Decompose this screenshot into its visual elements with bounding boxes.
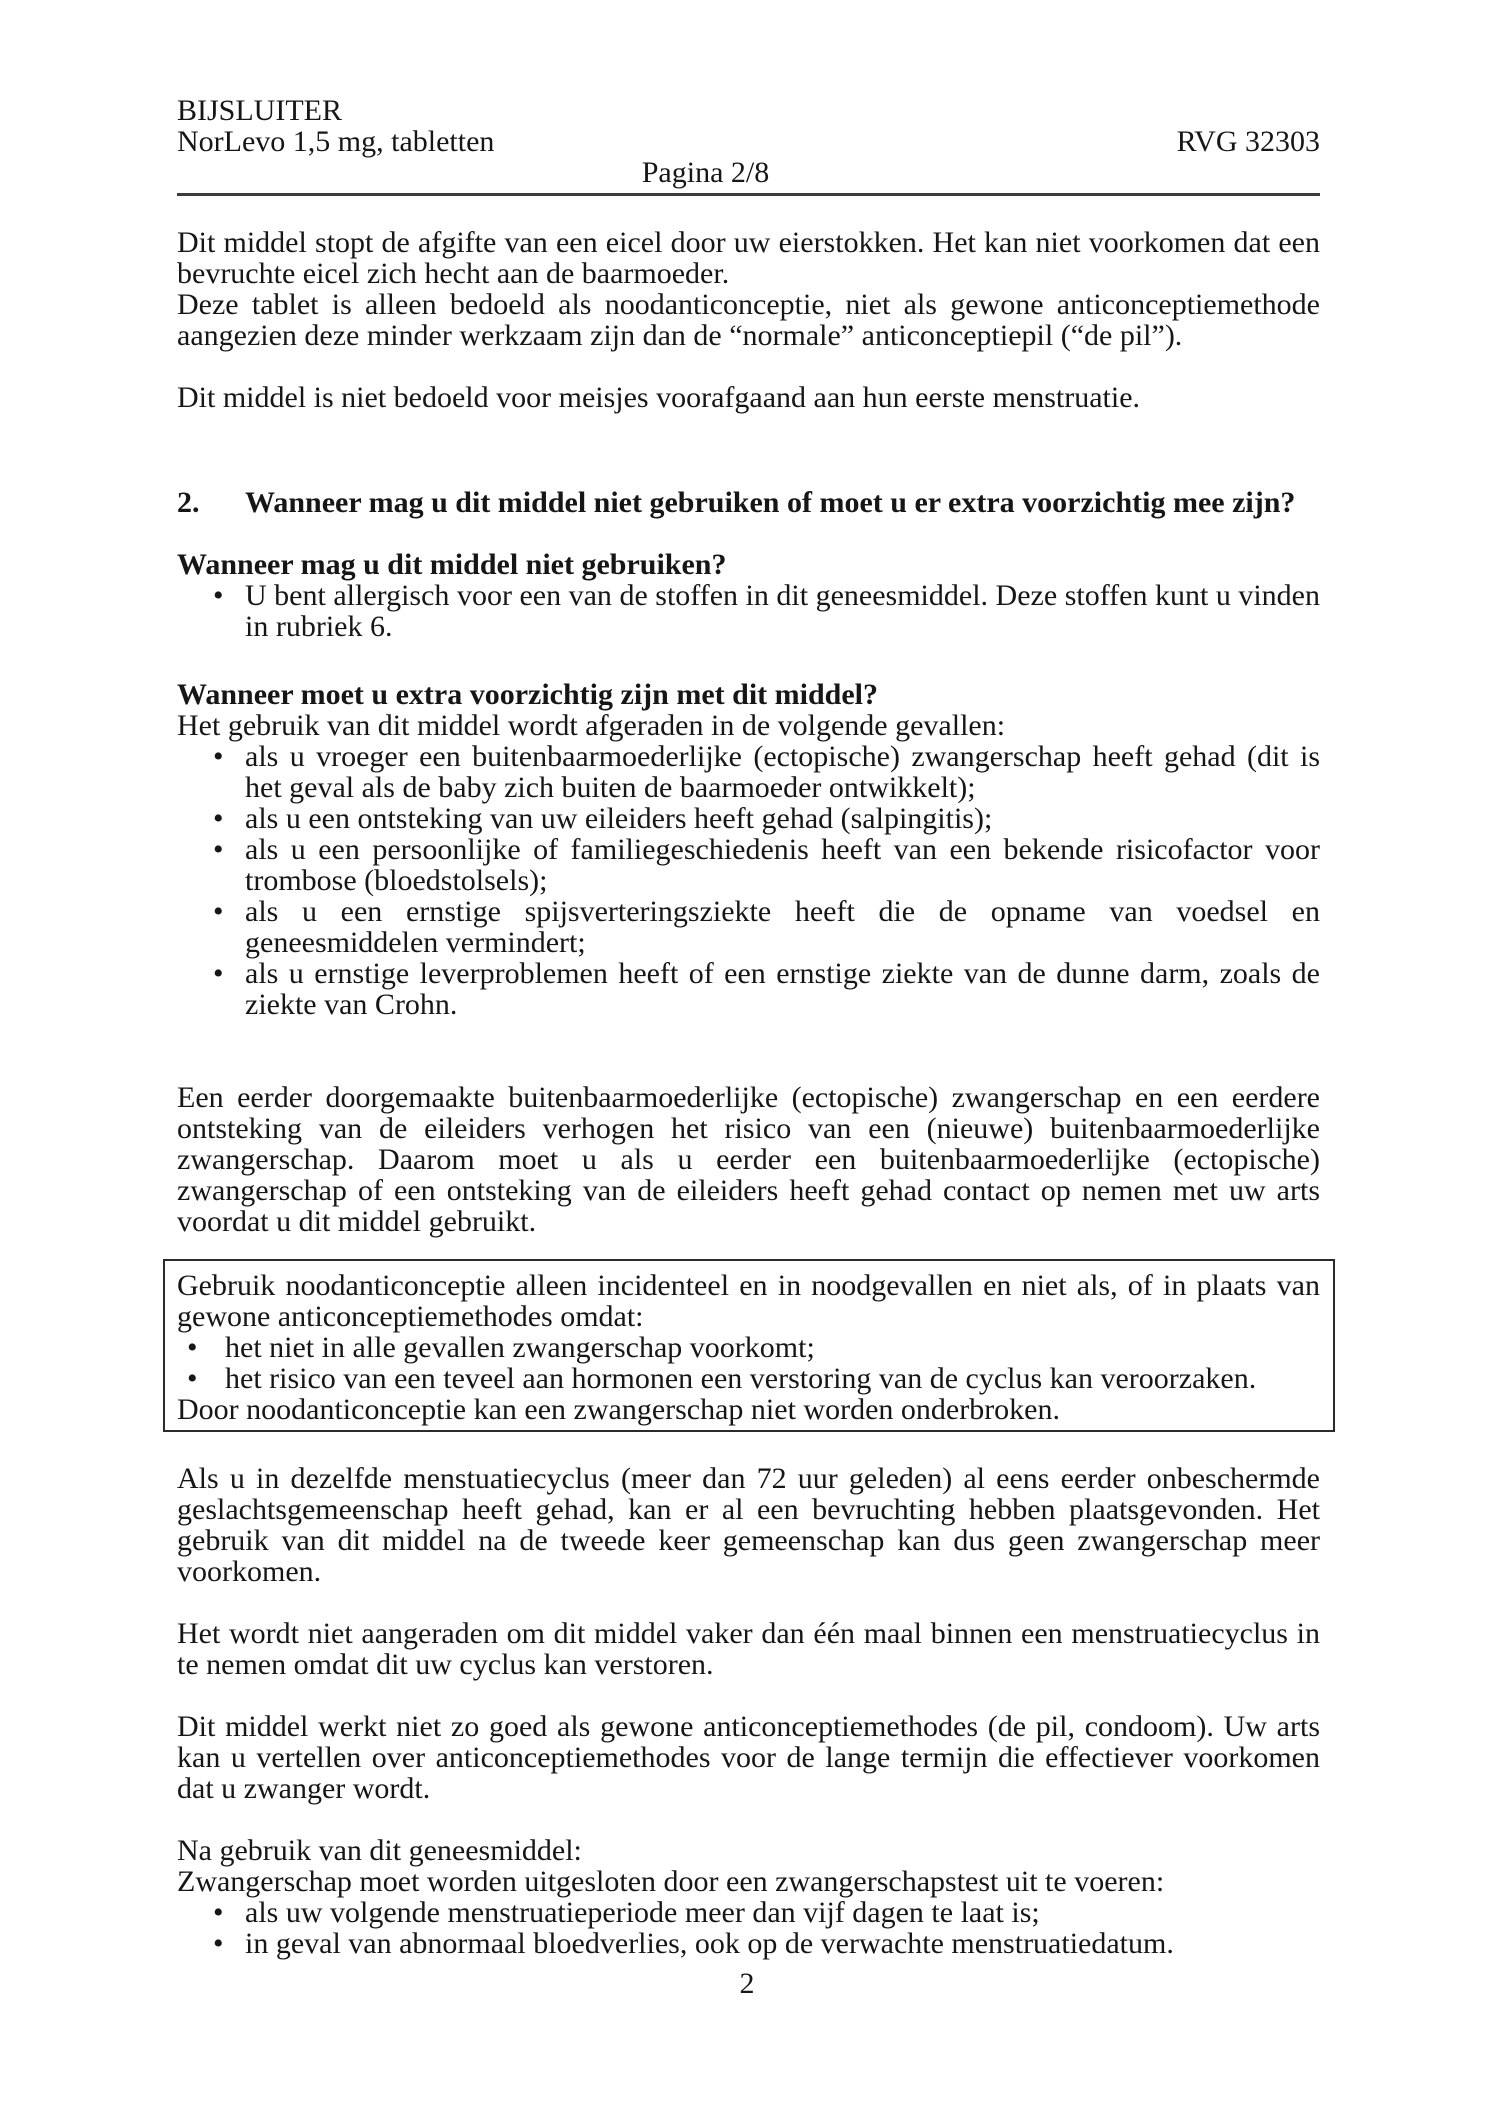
bullet-marker: • bbox=[213, 833, 224, 866]
intro-paragraph-1: Dit middel stopt de afgifte van een eicel door uw eierstokken. Het kan niet voorkomen dat een bevruchte eicel zich hecht aan de baarmoeder. bbox=[177, 226, 1320, 290]
bullet-marker: • bbox=[213, 1896, 224, 1929]
ectopic-risk-paragraph: Een eerder doorgemaakte buitenbaarmoederlijke (ectopische) zwangerschap en een eerdere ontsteking van de eileiders verhogen het risico van een (nieuwe) buitenbaarmoederlijke zwangerschap. Daarom moet u als u eerder een buitenbaarmoederlijke (ectopische) zwangerschap of een ontsteking van de eileiders heeft gehad contact op nemen met uw arts voordat u dit middel gebruikt. bbox=[177, 1081, 1320, 1238]
emergency-use-warning-box bbox=[163, 1259, 1335, 1432]
bullet-marker: • bbox=[213, 1927, 224, 1960]
warning-box-outro: Door noodanticonceptie kan een zwangerschap niet worden onderbroken. bbox=[177, 1393, 1060, 1426]
page-header bbox=[177, 95, 1320, 196]
intro-paragraph-3: Dit middel is niet bedoeld voor meisjes voorafgaand aan hun eerste menstruatie. bbox=[177, 381, 1141, 414]
header-line bbox=[177, 126, 1320, 157]
bullet-marker: • bbox=[213, 802, 224, 835]
subheading-caution: Wanneer moet u extra voorzichtig zijn met dit middel? bbox=[177, 678, 878, 711]
list-item-text: als u ernstige leverproblemen heeft of een ernstige ziekte van de dunne darm, zoals de ziekte van Crohn. bbox=[245, 957, 1320, 1021]
after-use-instruction: Zwangerschap moet worden uitgesloten door een zwangerschapstest uit te voeren: bbox=[177, 1865, 1165, 1898]
list-item bbox=[177, 834, 1320, 896]
intro-paragraph-2: Deze tablet is alleen bedoeld als noodanticonceptie, niet als gewone anticonceptiemethode aangezien deze minder werkzaam zijn dan de “normale” anticonceptiepil (“de pil”). bbox=[177, 288, 1320, 352]
list-item-text: als u een ontsteking van uw eileiders heeft gehad (salpingitis); bbox=[245, 802, 993, 835]
section-number: 2. bbox=[177, 486, 200, 519]
bullet-marker: • bbox=[213, 579, 224, 612]
list-item bbox=[177, 1363, 1320, 1394]
bullet-marker: • bbox=[213, 895, 224, 928]
list-item-text: als u vroeger een buitenbaarmoederlijke (ectopische) zwangerschap heeft gehad (dit is het geval als de baby zich buiten de baarmoeder ontwikkelt); bbox=[245, 740, 1320, 804]
list-item-text: het niet in alle gevallen zwangerschap voorkomt; bbox=[225, 1331, 815, 1364]
list-item bbox=[177, 803, 1320, 834]
section-title: Wanneer mag u dit middel niet gebruiken of moet u er extra voorzichtig mee zijn? bbox=[245, 486, 1296, 519]
list-item-text: U bent allergisch voor een van de stoffen in dit geneesmiddel. Deze stoffen kunt u vinden in rubriek 6. bbox=[245, 579, 1320, 643]
section-2-heading bbox=[177, 487, 1320, 518]
bullet-marker: • bbox=[187, 1362, 198, 1395]
warning-box-intro: Gebruik noodanticonceptie alleen incidenteel en in noodgevallen en niet als, of in plaats van gewone anticonceptiemethodes omdat: bbox=[177, 1269, 1320, 1333]
bullet-marker: • bbox=[213, 957, 224, 990]
effectiveness-paragraph: Dit middel werkt niet zo goed als gewone anticonceptiemethodes (de pil, condoom). Uw arts kan u vertellen over anticonceptiemethodes voor de lange termijn die effectiever voorkomen dat u zwanger wordt. bbox=[177, 1710, 1320, 1805]
caution-intro: Het gebruik van dit middel wordt afgeraden in de volgende gevallen: bbox=[177, 709, 1006, 742]
list-item bbox=[177, 580, 1320, 642]
list-item bbox=[177, 741, 1320, 803]
once-per-cycle-paragraph: Het wordt niet aangeraden om dit middel vaker dan één maal binnen een menstruatiecyclus in te nemen omdat dit uw cyclus kan verstoren. bbox=[177, 1617, 1320, 1681]
after-use-heading: Na gebruik van dit geneesmiddel: bbox=[177, 1834, 582, 1867]
list-item bbox=[177, 896, 1320, 958]
registration-number: RVG 32303 bbox=[1176, 125, 1320, 158]
subheading-not-use: Wanneer mag u dit middel niet gebruiken? bbox=[177, 548, 727, 581]
list-item-text: als u een persoonlijke of familiegeschiedenis heeft van een bekende risicofactor voor trombose (bloedstolsels); bbox=[245, 833, 1320, 897]
same-cycle-paragraph: Als u in dezelfde menstuatiecyclus (meer dan 72 uur geleden) al eens eerder onbeschermde geslachtsgemeenschap heeft gehad, kan er al een bevruchting hebben plaatsgevonden. Het gebruik van dit middel na de tweede keer gemeenschap kan dus geen zwangerschap meer voorkomen. bbox=[177, 1462, 1320, 1588]
bullet-marker: • bbox=[187, 1331, 198, 1364]
list-item bbox=[177, 958, 1320, 1020]
list-item-text: als u een ernstige spijsverteringsziekte heeft die de opname van voedsel en geneesmiddelen vermindert; bbox=[245, 895, 1320, 959]
list-item-text: als uw volgende menstruatieperiode meer dan vijf dagen te laat is; bbox=[245, 1896, 1040, 1929]
list-item bbox=[177, 1897, 1320, 1928]
page-label: Pagina 2/8 bbox=[641, 156, 770, 189]
bullet-marker: • bbox=[213, 740, 224, 773]
doc-type: BIJSLUITER bbox=[177, 94, 342, 127]
list-item bbox=[177, 1332, 1320, 1363]
list-item-text: het risico van een teveel aan hormonen een verstoring van de cyclus kan veroorzaken. bbox=[225, 1362, 1257, 1395]
page-number: 2 bbox=[739, 1967, 755, 2000]
product-name: NorLevo 1,5 mg, tabletten bbox=[177, 125, 495, 158]
list-item-text: in geval van abnormaal bloedverlies, ook op de verwachte menstruatiedatum. bbox=[245, 1927, 1174, 1960]
list-item bbox=[177, 1928, 1320, 1959]
